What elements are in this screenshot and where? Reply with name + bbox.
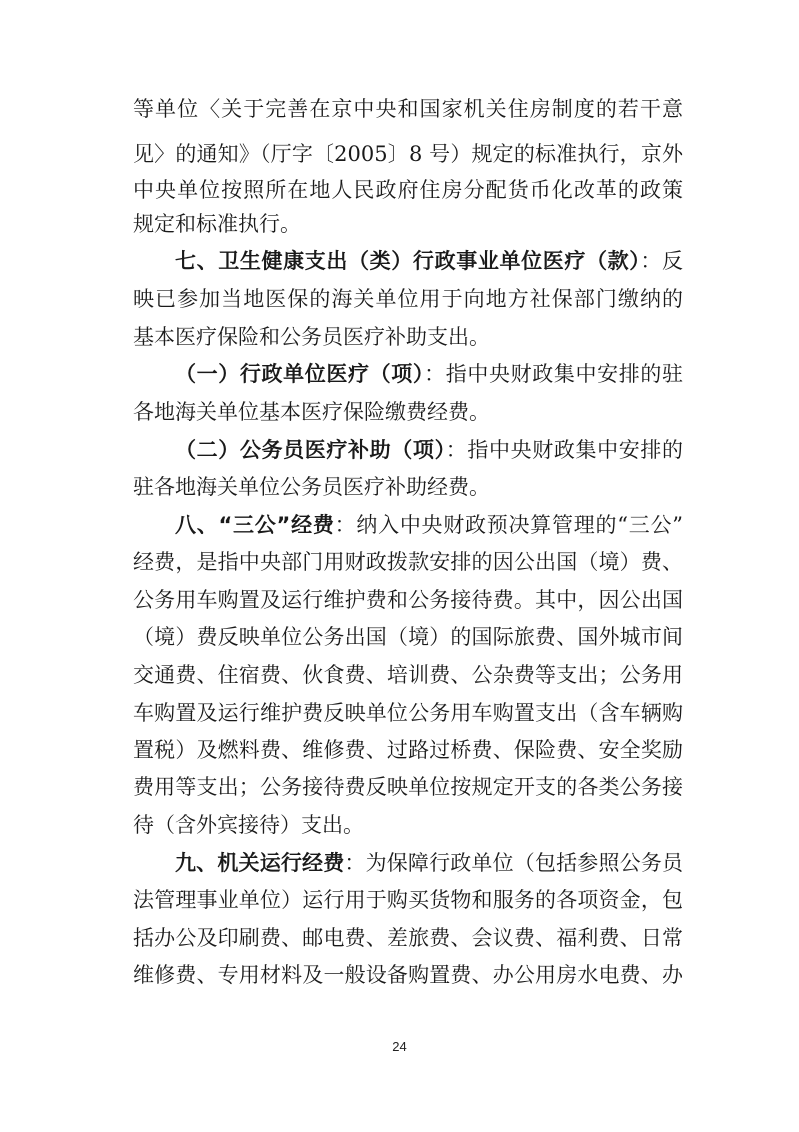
- body-text-line: 括办公及印刷费、邮电费、差旅费、会议费、福利费、日常: [133, 926, 683, 950]
- body-text-line: 基本医疗保险和公务员医疗补助支出。: [133, 325, 490, 349]
- body-text-line: 公务用车购置及运行维护费和公务接待费。其中，因公出国: [133, 588, 683, 612]
- section-heading: 八、“三公”经费: [175, 513, 335, 537]
- body-text-line: 规定和标准执行。: [133, 212, 301, 236]
- section-heading: 七、卫生健康支出（类）行政事业单位医疗（款）: [175, 249, 641, 273]
- page-number: 24: [392, 1039, 407, 1054]
- body-text-line: 待（含外宾接待）支出。: [133, 813, 364, 837]
- body-text-line: 等单位〈关于完善在京中央和国家机关住房制度的若干意: [133, 97, 683, 121]
- body-text-line: 经费，是指中央部门用财政拨款安排的因公出国（境）费、: [133, 550, 683, 574]
- body-text-line: 法管理事业单位）运行用于购买货物和服务的各项资金，包: [133, 888, 683, 912]
- section-heading: （二）公务员医疗补助（项）: [175, 438, 446, 462]
- body-text-line: 维修费、专用材料及一般设备购置费、办公用房水电费、办: [133, 963, 683, 987]
- section-heading-line: 七、卫生健康支出（类）行政事业单位医疗（款）：反: [175, 249, 684, 273]
- section-heading-line: （一）行政单位医疗（项）：指中央财政集中安排的驻: [175, 362, 684, 386]
- body-text-line: 车购置及运行维护费反映单位公务用车购置支出（含车辆购: [133, 701, 683, 725]
- section-heading: 九、机关运行经费: [175, 851, 345, 875]
- body-text-line: 各地海关单位基本医疗保险缴费经费。: [133, 400, 490, 424]
- body-text-line: 交通费、住宿费、伙食费、培训费、公杂费等支出；公务用: [133, 663, 683, 687]
- body-text-line: （境）费反映单位公务出国（境）的国际旅费、国外城市间: [133, 625, 683, 649]
- section-heading: （一）行政单位医疗（项）: [175, 362, 425, 386]
- body-text-line: 置税）及燃料费、维修费、过路过桥费、保险费、安全奖励: [133, 738, 683, 762]
- section-heading-line: （二）公务员医疗补助（项）：指中央财政集中安排的: [175, 438, 684, 462]
- body-text-line: 费用等支出；公务接待费反映单位按规定开支的各类公务接: [133, 775, 683, 799]
- section-heading-line: 八、“三公”经费：纳入中央财政预决算管理的“三公”: [175, 513, 683, 537]
- body-text-line: 中央单位按照所在地人民政府住房分配货币化改革的政策: [133, 178, 683, 202]
- body-text-line: 见〉的通知》（厅字〔2005〕8 号）规定的标准执行，京外: [133, 142, 683, 166]
- body-text-line: 驻各地海关单位公务员医疗补助经费。: [133, 475, 490, 499]
- section-heading-line: 九、机关运行经费：为保障行政单位（包括参照公务员: [175, 851, 683, 875]
- body-text-line: 映已参加当地医保的海关单位用于向地方社保部门缴纳的: [133, 287, 683, 311]
